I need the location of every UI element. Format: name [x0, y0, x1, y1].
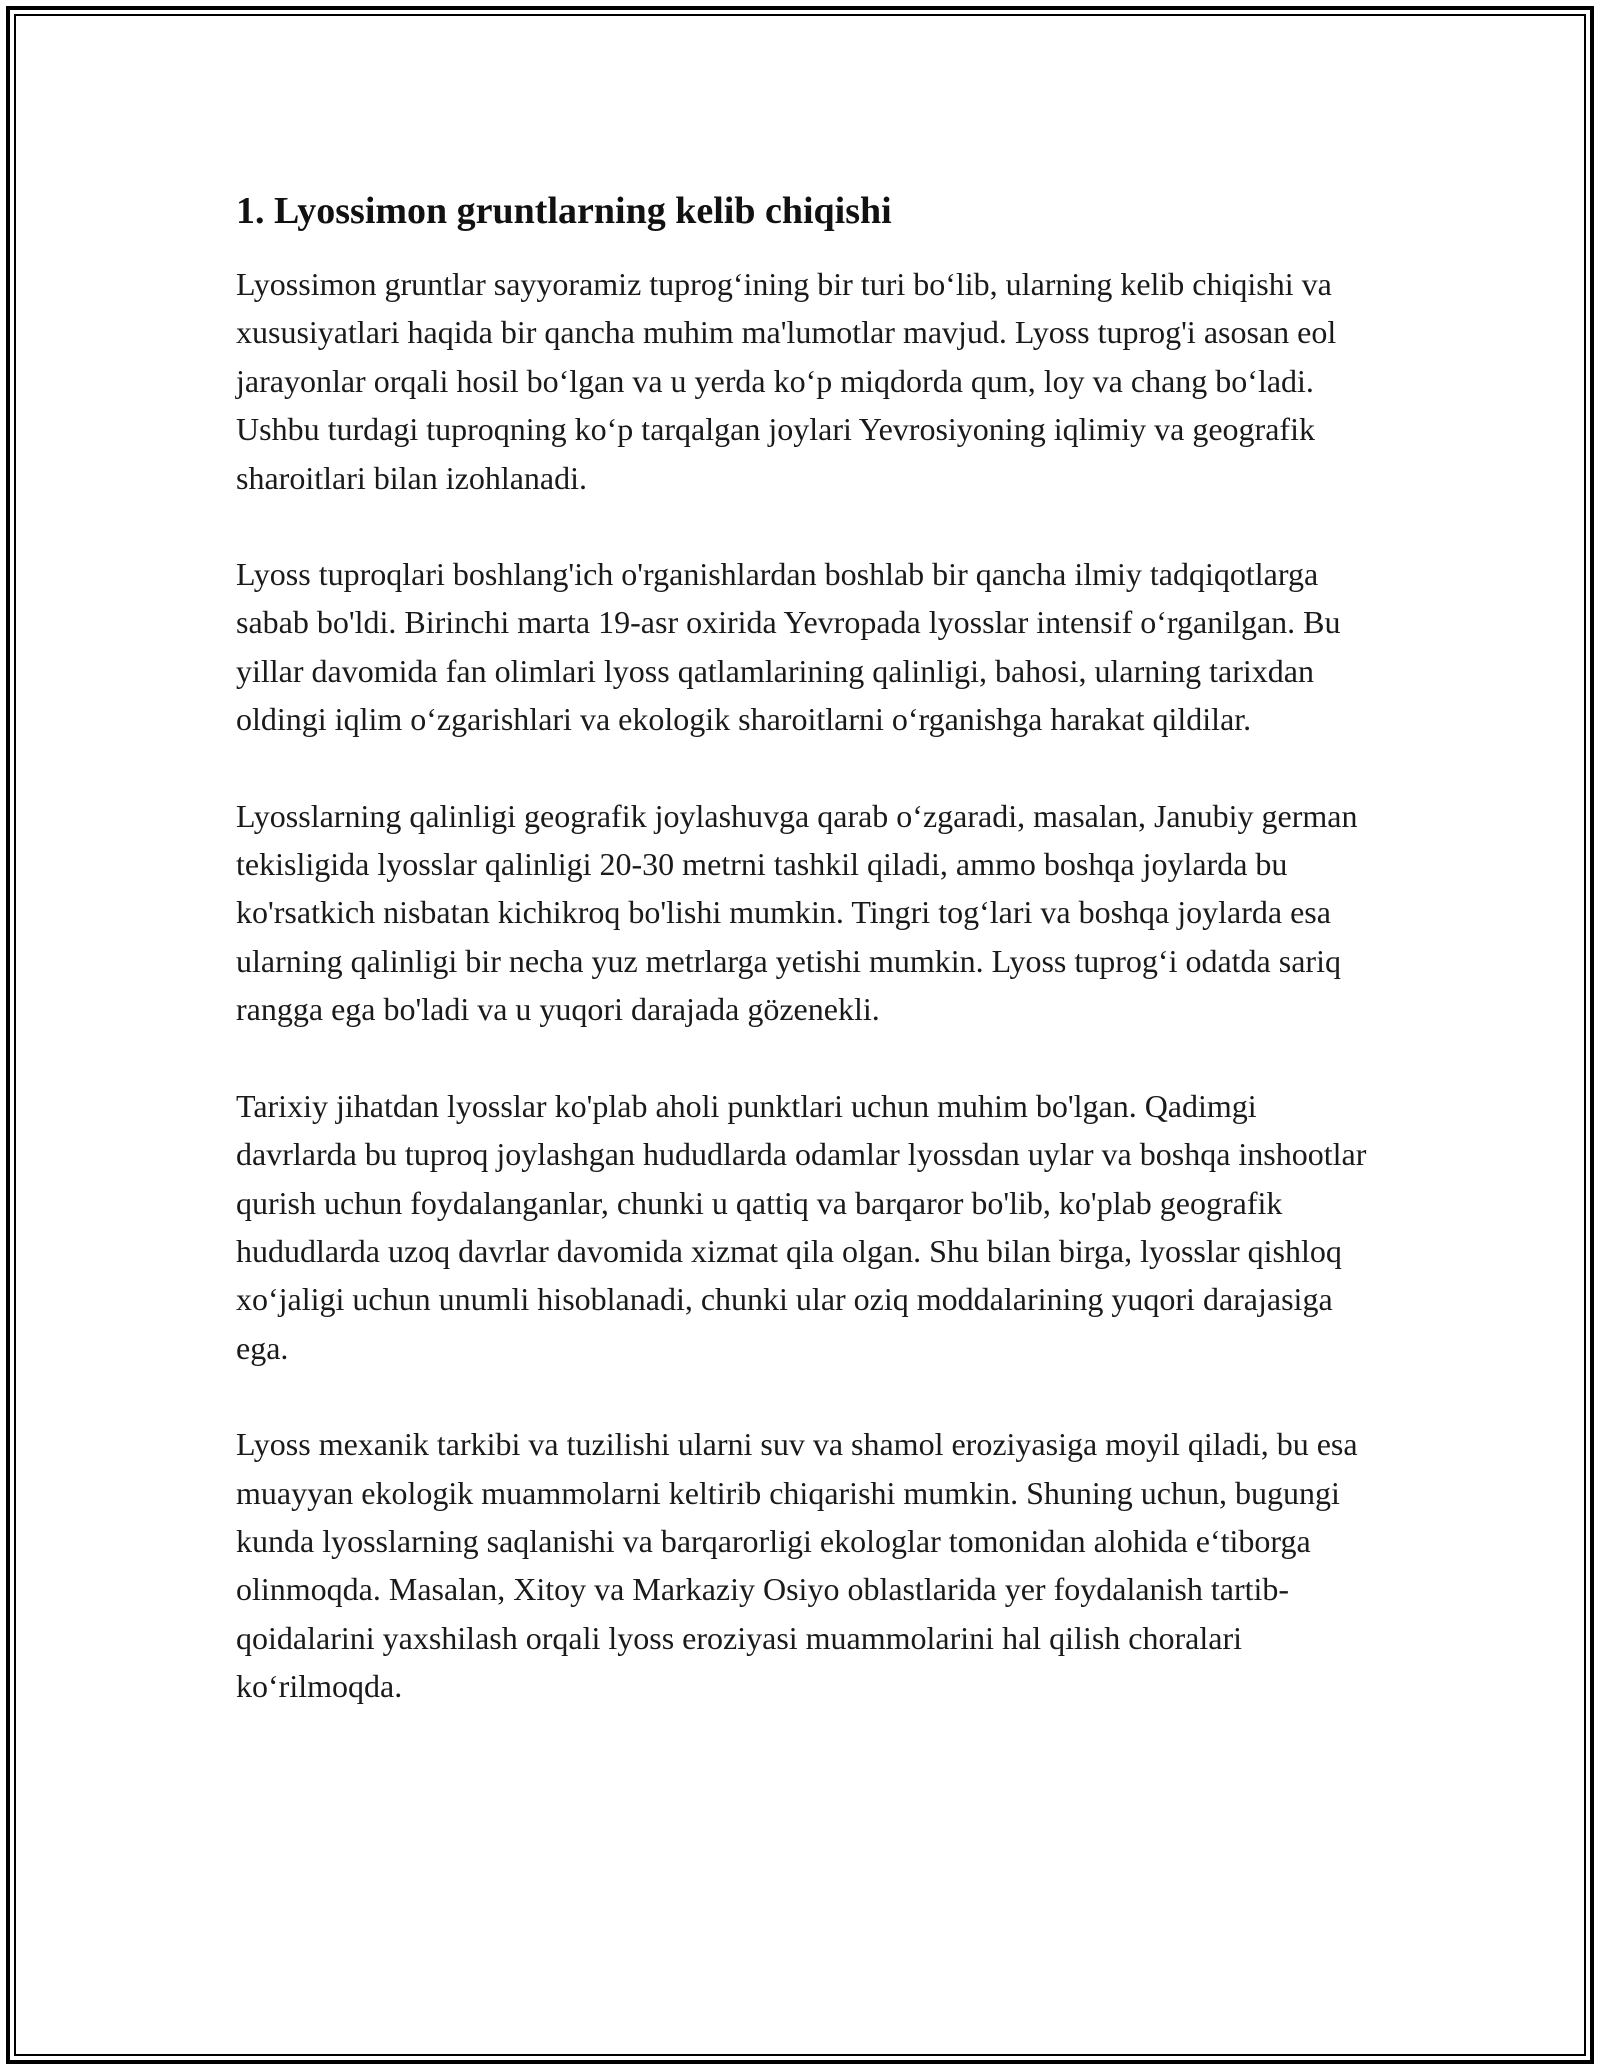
paragraph-4: Tarixiy jihatdan lyosslar ko'plab aholi punktlari uchun muhim bo'lgan. Qadimgi davrlarda bu tuproq joylashgan hududlarda odamlar lyossdan uylar va boshqa inshootlar qurish uchun foydalanganlar, chunki u qattiq va barqaror bo'lib, ko'plab geografik hududlarda uzoq davrlar davomida xizmat qila olgan. Shu bilan birga, lyosslar qishloq xo‘jaligi uchun unumli hisoblanadi, chunki ular oziq moddalarining yuqori darajasiga ega.	[236, 1087, 1367, 1366]
paragraph-3: Lyosslarning qalinligi geografik joylashuvga qarab o‘zgaradi, masalan, Janubiy german tekisligida lyosslar qalinligi 20-30 metrni tashkil qiladi, ammo boshqa joylarda bu ko'rsatkich nisbatan kichikroq bo'lishi mumkin. Tingri tog‘lari va boshqa joylarda esa ularning qalinligi bir necha yuz metrlarga yetishi mumkin. Lyoss tuprog‘i odatda sariq rangga ega bo'ladi va u yuqori darajada gözenekli.	[236, 797, 1358, 1028]
paragraph-1: Lyossimon gruntlar sayyoramiz tuprog‘ining bir turi bo‘lib, ularning kelib chiqishi va xususiyatlari haqida bir qancha muhim ma'lumotlar mavjud. Lyoss tuprog'i asosan eol jarayonlar orqali hosil bo‘lgan va u yerda ko‘p miqdorda qum, loy va chang bo‘ladi. Ushbu turdagi tuproqning ko‘p tarqalgan joylari Yevrosiyoning iqlimiy va geografik sharoitlari bilan izohlanadi.	[236, 266, 1337, 496]
paragraph-2: Lyoss tuproqlari boshlang'ich o'rganishlardan boshlab bir qancha ilmiy tadqiqotlarga sabab bo'ldi. Birinchi marta 19-asr oxirida Yevropada lyosslar intensif o‘rganilgan. Bu yillar davomida fan olimlari lyoss qatlamlarining qalinligi, bahosi, ularning tarixdan oldingi iqlim o‘zgarishlari va ekologik sharoitlarni o‘rganishga harakat qildilar.	[236, 556, 1341, 738]
section-heading: 1. Lyossimon gruntlarning kelib chiqishi	[236, 190, 892, 232]
document-body	[236, 186, 1376, 1711]
paragraph-5: Lyoss mexanik tarkibi va tuzilishi ularni suv va shamol eroziyasiga moyil qiladi, bu esa muayyan ekologik muammolarni keltirib chiqarishi mumkin. Shuning uchun, bugungi kunda lyosslarning saqlanishi va barqarorligi ekologlar tomonidan alohida e‘tiborga olinmoqda. Masalan, Xitoy va Markaziy Osiyo oblastlarida yer foydalanish tartib-qoidalarini yaxshilash orqali lyoss eroziyasi muammolarini hal qilish choralari ko‘rilmoqda.	[236, 1426, 1358, 1705]
